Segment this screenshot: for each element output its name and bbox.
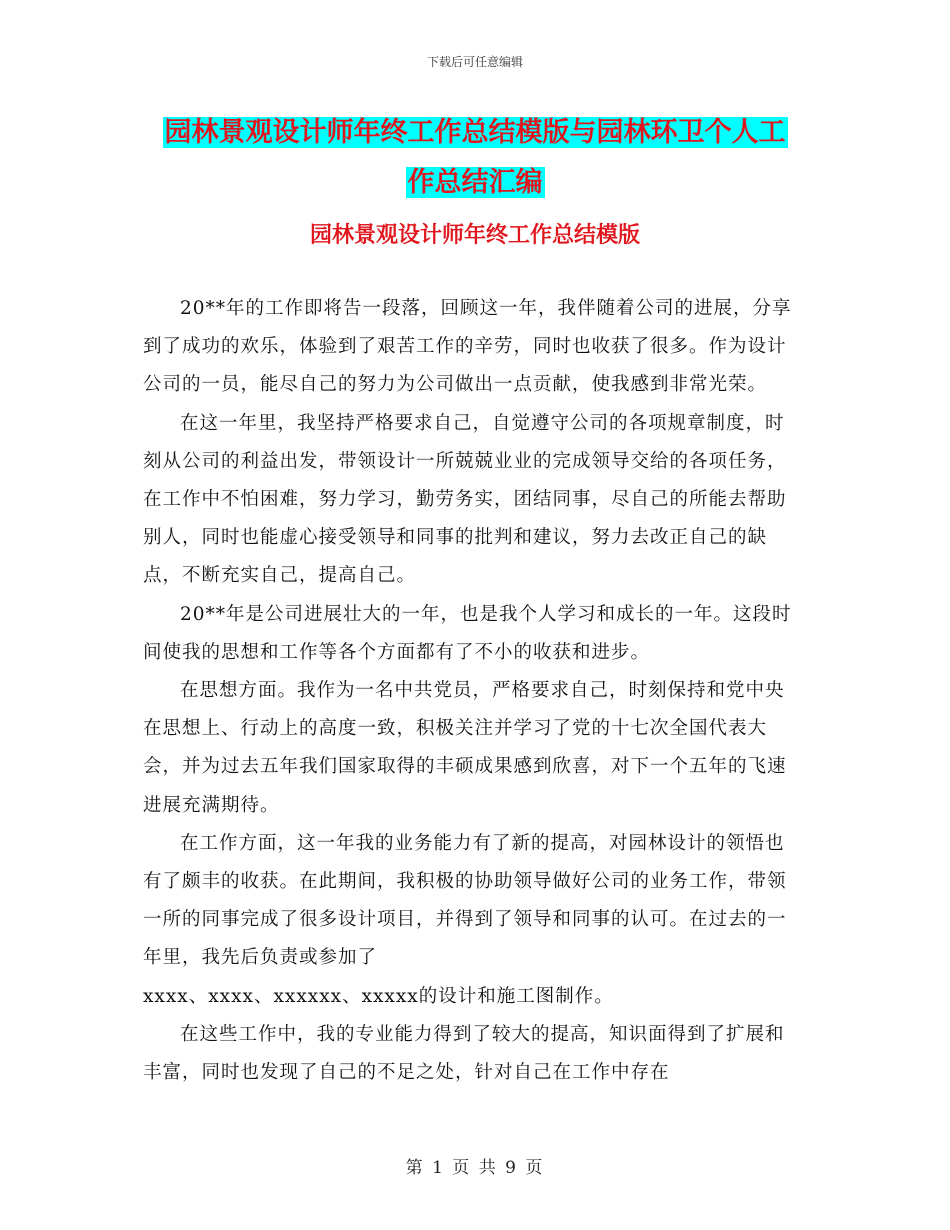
document-title-line-1: 园林景观设计师年终工作总结模版与园林环卫个人工 (164, 117, 786, 148)
header-note: 下载后可任意编辑 (426, 55, 523, 69)
body-text (143, 290, 803, 1092)
paragraph: 在这些工作中，我的专业能力得到了较大的提高，知识面得到了扩展和丰富，同时也发现了自己的不足之处，针对自己在工作中存在 (143, 1023, 785, 1084)
paragraph: 在思想方面。我作为一名中共党员，严格要求自己，时刻保持和党中央在思想上、行动上的高度一致，积极关注并学习了党的十七次全国代表大会，并为过去五年我们国家取得的丰硕成果感到欣喜，对下一个五年的飞速进展充满期待。 (143, 680, 787, 816)
section-title: 园林景观设计师年终工作总结模版 (309, 223, 640, 248)
paragraph: xxxx、xxxx、xxxxxx、xxxxx的设计和施工图制作。 (143, 985, 614, 1007)
page-footer: 第 1 页 共 9 页 (405, 1158, 545, 1178)
document-title (150, 108, 800, 208)
paragraph: 在这一年里，我坚持严格要求自己，自觉遵守公司的各项规章制度，时刻从公司的利益出发，带领设计一所兢兢业业的完成领导交给的各项任务，在工作中不怕困难，努力学习，勤劳务实，团结同事，尽自己的所能去帮助别人，同时也能虚心接受领导和同事的批判和建议，努力去改正自己的缺点，不断充实自己，提高自己。 (143, 412, 787, 587)
paragraph: 在工作方面，这一年我的业务能力有了新的提高，对园林设计的领悟也有了颇丰的收获。在此期间，我积极的协助领导做好公司的业务工作，带领一所的同事完成了很多设计项目，并得到了领导和同事的认可。在过去的一年里，我先后负责或参加了 (143, 832, 787, 969)
paragraph: 20**年是公司进展壮大的一年，也是我个人学习和成长的一年。这段时间使我的思想和工作等各个方面都有了不小的收获和进步。 (143, 603, 792, 663)
document-title-line-2: 作总结汇编 (407, 167, 543, 198)
paragraph: 20**年的工作即将告一段落，回顾这一年，我伴随着公司的进展，分享到了成功的欢乐，体验到了艰苦工作的辛劳，同时也收获了很多。作为设计公司的一员，能尽自己的努力为公司做出一点贡献，使我感到非常光荣。 (143, 298, 792, 396)
